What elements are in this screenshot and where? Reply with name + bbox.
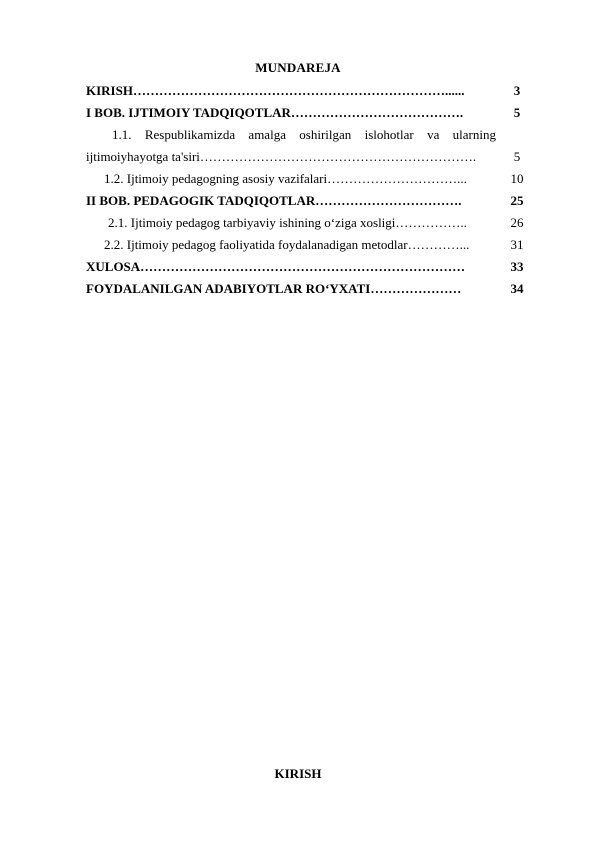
toc-title: MUNDAREJA bbox=[255, 60, 341, 75]
toc-entry-chapter-2[interactable] bbox=[86, 190, 532, 212]
table-of-contents bbox=[86, 80, 532, 300]
toc-page-number: 34 bbox=[510, 281, 524, 296]
toc-page-number: 33 bbox=[510, 259, 524, 274]
toc-entry-label: KIRISH………………………………………………………………...... bbox=[86, 83, 465, 98]
toc-entry-section-1-1[interactable] bbox=[86, 124, 532, 168]
toc-entry-label: I BOB. IJTIMOIY TADQIQOTLAR…………………………………. bbox=[86, 105, 464, 120]
toc-page-number: 5 bbox=[513, 105, 521, 120]
toc-entry-label: 1.2. Ijtimoiy pedagogning asosiy vazifalari…………………………... bbox=[104, 171, 467, 186]
toc-page-number: 5 bbox=[513, 149, 521, 164]
toc-entry-label: XULOSA………………………………………………………………… bbox=[86, 259, 466, 274]
toc-entry-kirish[interactable] bbox=[86, 80, 532, 102]
toc-entry-xulosa[interactable] bbox=[86, 256, 532, 278]
section-heading-kirish: KIRISH bbox=[274, 766, 322, 781]
toc-entry-references[interactable] bbox=[86, 278, 532, 300]
toc-entry-label: 2.2. Ijtimoiy pedagog faoliyatida foydalanadigan metodlar…………... bbox=[104, 237, 470, 252]
toc-entry-label-line1: 1.1. Respublikamizda amalga oshirilgan islohotlar va ularning bbox=[112, 127, 496, 142]
toc-entry-label: II BOB. PEDAGOGIK TADQIQOTLAR……………………………. bbox=[86, 193, 462, 208]
toc-page-number: 3 bbox=[513, 83, 521, 98]
toc-entry-label-line2: ijtimoiyhayotga ta'siri………………………………………………………. bbox=[86, 149, 477, 164]
toc-entry-section-2-1[interactable] bbox=[86, 212, 532, 234]
toc-entry-section-2-2[interactable] bbox=[86, 234, 532, 256]
toc-entry-label: 2.1. Ijtimoiy pedagog tarbiyaviy ishining o‘ziga xosligi…………….. bbox=[108, 215, 467, 230]
toc-page-number: 25 bbox=[510, 193, 524, 208]
toc-page-number: 31 bbox=[510, 237, 524, 252]
toc-page-number: 10 bbox=[510, 171, 524, 186]
toc-entry-chapter-1[interactable] bbox=[86, 102, 532, 124]
toc-entry-label: FOYDALANILGAN ADABIYOTLAR RO‘YXATI………………… bbox=[86, 281, 462, 296]
toc-entry-section-1-2[interactable] bbox=[86, 168, 532, 190]
toc-page-number: 26 bbox=[510, 215, 524, 230]
